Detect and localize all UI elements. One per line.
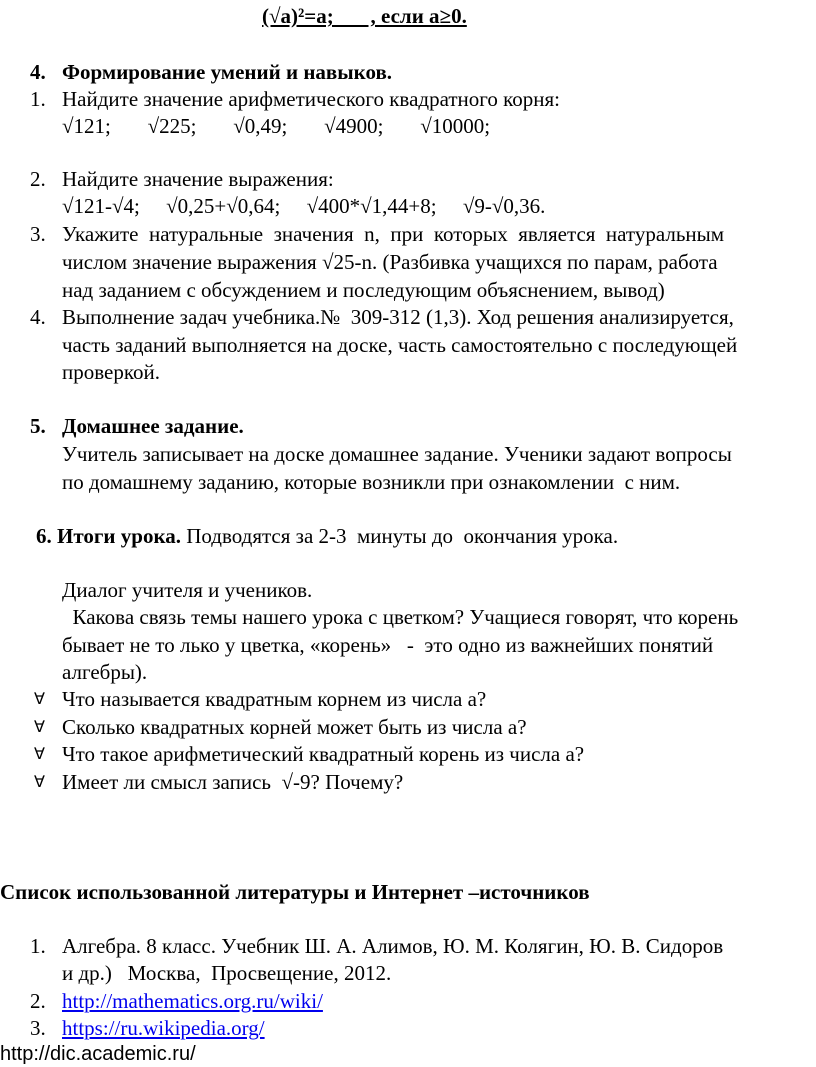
task-number: 1. (30, 87, 46, 111)
question-text: Сколько квадратных корней может быть из числа а? (62, 715, 527, 739)
task-line: над заданием с обсуждением и последующим объяснением, вывод) (62, 278, 665, 302)
question-text: Что называется квадратным корнем из числа а? (62, 687, 487, 711)
task-line: часть заданий выполняется на доске, часть самостоятельно с последующей (62, 333, 738, 357)
section4-title: Формирование умений и навыков. (62, 60, 393, 84)
section5-line: по домашнему заданию, которые возникли при ознакомлении с ним. (62, 470, 681, 494)
dialog-line: алгебры). (62, 660, 148, 684)
open-triangle-icon: Ɐ (34, 691, 45, 708)
footer-url: http://dic.academic.ru/ (0, 1043, 196, 1065)
task-line: √121-√4; √0,25+√0,64; √400*√1,44+8; √9-√0,36. (62, 194, 546, 218)
task-line: числом значение выражения √25-n. (Разбивка учащихся по парам, работа (62, 250, 718, 274)
task-line: Укажите натуральные значения n, при которых является натуральным (62, 222, 725, 246)
reference-line: Алгебра. 8 класс. Учебник Ш. А. Алимов, Ю. М. Колягин, Ю. В. Сидоров (62, 934, 724, 958)
task-number: 4. (30, 305, 46, 329)
dialog-heading: Диалог учителя и учеников. (62, 578, 313, 602)
reference-line: и др.) Москва, Просвещение, 2012. (62, 961, 392, 985)
formula-line: (√a)²=a; , если a≥0. (262, 4, 467, 28)
question-text: Имеет ли смысл запись √-9? Почему? (62, 770, 404, 794)
section6-title: 6. Итоги урока. (36, 524, 181, 548)
section5-number: 5. (30, 414, 46, 438)
task-number: 2. (30, 167, 46, 191)
section4-number: 4. (30, 60, 46, 84)
reference-number: 1. (30, 934, 46, 958)
reference-number: 3. (30, 1016, 46, 1040)
section6-text: Подводятся за 2-3 минуты до окончания урока. (180, 524, 619, 548)
task-line: Найдите значение выражения: (62, 167, 334, 191)
question-text: Что такое арифметический квадратный корень из числа а? (62, 742, 585, 766)
section5-line: Учитель записывает на доске домашнее задание. Ученики задают вопросы (62, 442, 732, 466)
section6-line (36, 526, 618, 547)
task-line: Выполнение задач учебника.№ 309-312 (1,3). Ход решения анализируется, (62, 305, 734, 329)
task-line: √121; √225; √0,49; √4900; √10000; (62, 114, 491, 138)
open-triangle-icon: Ɐ (34, 774, 45, 791)
reference-number: 2. (30, 989, 46, 1013)
reference-link[interactable]: https://ru.wikipedia.org/ (62, 1016, 265, 1040)
open-triangle-icon: Ɐ (34, 746, 45, 763)
dialog-line: Какова связь темы нашего урока с цветком? Учащиеся говорят, что корень (62, 605, 739, 629)
section5-title: Домашнее задание. (62, 414, 244, 438)
reference-link[interactable]: http://mathematics.org.ru/wiki/ (62, 989, 323, 1013)
task-line: проверкой. (62, 360, 160, 384)
task-line: Найдите значение арифметического квадратного корня: (62, 87, 560, 111)
open-triangle-icon: Ɐ (34, 719, 45, 736)
references-title: Список использованной литературы и Интернет –источников (0, 880, 590, 904)
dialog-line: бывает не то лько у цветка, «корень» - это одно из важнейших понятий (62, 633, 714, 657)
task-number: 3. (30, 222, 46, 246)
